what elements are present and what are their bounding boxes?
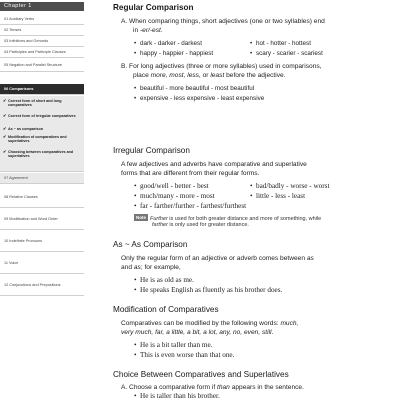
example-as-fluently: • He speaks English as fluently as his brother does. bbox=[134, 286, 283, 294]
sidebar-item-modification-word-order[interactable]: 09 Modification and Word Order bbox=[0, 208, 84, 230]
rule-b-line-1: B. For long adjectives (three or more syllables) used in comparisons, bbox=[121, 63, 322, 70]
example-scary: • scary - scarier - scariest bbox=[250, 50, 323, 57]
sidebar-item-tenses[interactable]: 02 Tenses bbox=[0, 25, 84, 36]
irregular-intro-line-1: A few adjectives and adverbs have comparative and superlative bbox=[121, 161, 307, 168]
sidebar-item-conjunctions-prepositions[interactable]: 12 Conjunctions and Prepositions bbox=[0, 274, 84, 296]
check-icon: ✔ bbox=[3, 98, 7, 103]
example-beautiful: • beautiful - more beautiful - most beautiful bbox=[134, 85, 255, 92]
check-icon: ✔ bbox=[3, 134, 7, 139]
modification-line-1: Comparatives can be modified by the following words: much, bbox=[121, 320, 299, 327]
note-badge: Note bbox=[136, 215, 146, 220]
example-much: • much/many - more - most bbox=[134, 192, 215, 200]
rule-a-line-1: A. When comparing things, short adjectives (one or two syllables) end bbox=[121, 18, 325, 25]
chapter-label: Chapter 1 bbox=[0, 2, 84, 11]
example-good: • good/well - better - best bbox=[134, 182, 209, 190]
example-bad: • bad/badly - worse - worst bbox=[250, 182, 330, 190]
subtopic-irregular-comparatives[interactable]: ✔ Correct form of irregular comparatives bbox=[3, 113, 76, 118]
note-line-2: farther is only used for greater distance. bbox=[152, 222, 249, 228]
sidebar-item-comparisons[interactable]: 06 Comparisons bbox=[0, 84, 84, 95]
example-far: • far - farther/further - farthest/furthest bbox=[134, 202, 247, 210]
example-even-worse: • This is even worse than that one. bbox=[134, 351, 235, 359]
example-taller-than: • He is taller than his brother. bbox=[134, 392, 220, 400]
example-hot: • hot - hotter - hottest bbox=[250, 40, 311, 47]
section-heading-choice: Choice Between Comparatives and Superlatives bbox=[113, 370, 289, 379]
chapter-sidebar bbox=[0, 0, 97, 400]
as-as-line-1: Only the regular form of an adjective or adverb comes between as bbox=[121, 255, 314, 262]
section-heading-irregular: Irregular Comparison bbox=[113, 146, 190, 155]
section-heading-modification: Modification of Comparatives bbox=[113, 305, 219, 314]
check-icon: ✔ bbox=[3, 113, 7, 118]
sidebar-item-infinitives-gerunds[interactable]: 03 Infinitives and Gerunds bbox=[0, 36, 84, 47]
sidebar-item-negation[interactable]: 05 Negation and Parallel Structure bbox=[0, 58, 84, 72]
rule-b-line-2: place more, most, less, or least before the adjective. bbox=[133, 72, 286, 79]
irregular-intro-line-2: forms that are different from their regular forms. bbox=[121, 170, 260, 177]
modification-line-2: very much, far, a little, a bit, a lot, any, no, even, still. bbox=[121, 329, 274, 336]
check-icon: ✔ bbox=[3, 149, 7, 154]
example-dark: • dark - darker - darkest bbox=[134, 40, 202, 47]
subtopic-modification[interactable]: ✔ Modification of comparatives and superlatives bbox=[3, 134, 67, 144]
comparisons-subtopics bbox=[0, 96, 84, 172]
sidebar-item-voice[interactable]: 11 Voice bbox=[0, 252, 84, 274]
note-line-1: Note Further is used for both greater distance and more of something, while bbox=[136, 215, 322, 222]
sidebar-item-relative-clauses[interactable]: 08 Relative Clauses bbox=[0, 186, 84, 208]
choice-rule-a: A. Choose a comparative form if than appears in the sentence. bbox=[121, 384, 304, 391]
sidebar-item-indefinite-pronouns[interactable]: 10 Indefinite Pronouns bbox=[0, 230, 84, 252]
rule-a-line-2: in -er/-est. bbox=[133, 27, 163, 34]
example-bit-taller: • He is a bit taller than me. bbox=[134, 341, 213, 349]
section-heading-regular: Regular Comparison bbox=[113, 3, 194, 12]
as-as-line-2: and as; for example, bbox=[121, 264, 181, 271]
check-icon: ✔ bbox=[3, 126, 7, 131]
subtopic-short-long-comparatives[interactable]: ✔ Correct form of short and long comparatives bbox=[3, 98, 62, 108]
example-little: • little - less - least bbox=[250, 192, 306, 200]
sidebar-item-auxiliary-verbs[interactable]: 01 Auxiliary Verbs bbox=[0, 14, 84, 25]
example-expensive: • expensive - less expensive - least expensive bbox=[134, 95, 265, 102]
subtopic-choosing[interactable]: ✔ Choosing between comparatives and superlatives bbox=[3, 149, 74, 159]
sidebar-item-agreement[interactable]: 07 Agreement bbox=[0, 173, 84, 184]
example-happy: • happy - happier - happiest bbox=[134, 50, 214, 57]
subtopic-as-as[interactable]: ✔ As ~ as comparison bbox=[3, 126, 43, 131]
section-heading-as-as: As ~ As Comparison bbox=[113, 240, 188, 249]
sidebar-item-participles[interactable]: 04 Participles and Participle Clauses bbox=[0, 47, 84, 58]
example-as-old: • He is as old as me. bbox=[134, 276, 194, 284]
